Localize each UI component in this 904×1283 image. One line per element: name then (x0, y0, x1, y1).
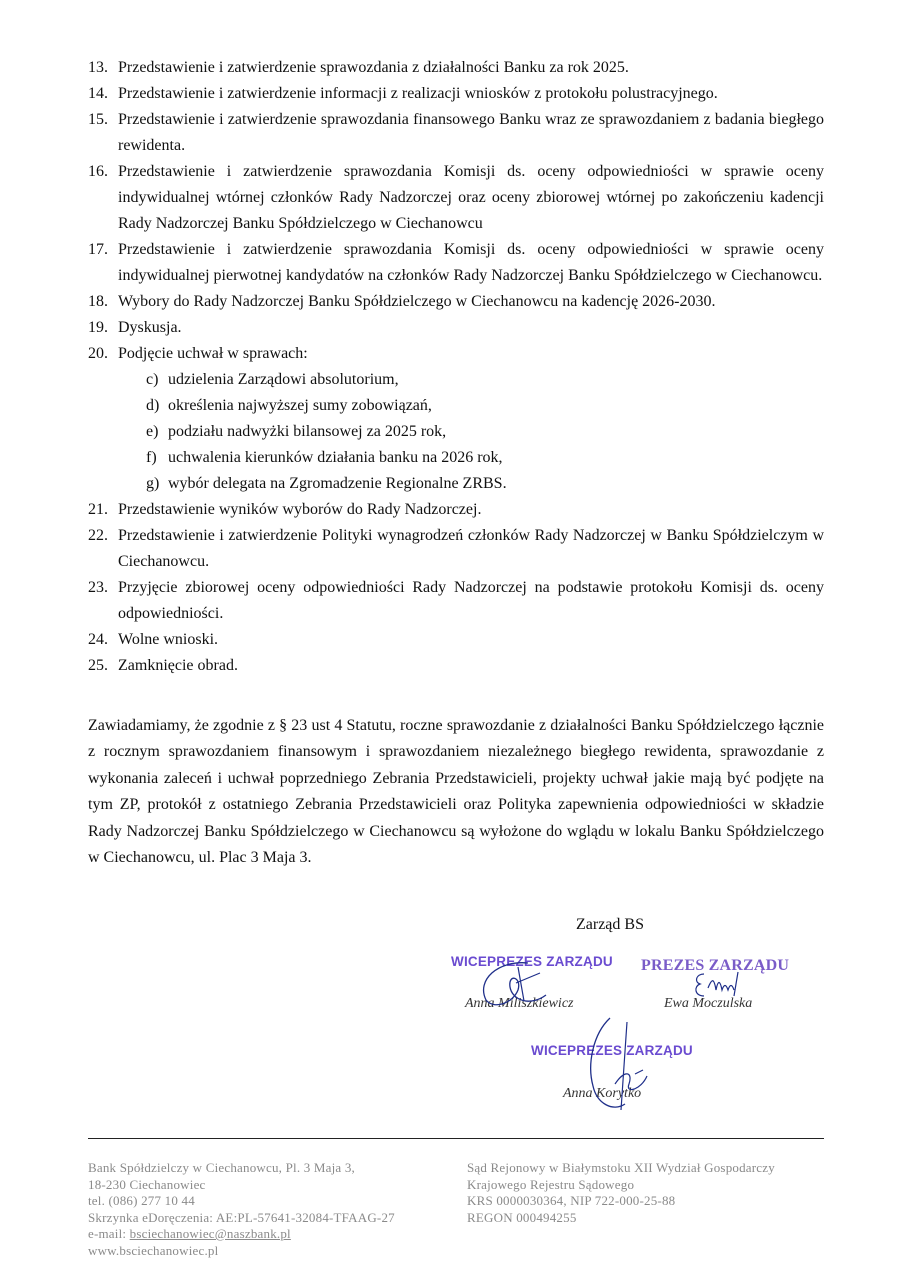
sub-item-letter: f) (146, 449, 157, 466)
item-number: 23. (88, 579, 108, 596)
item-text: Przedstawienie i zatwierdzenie Polityki wynagrodzeń członków Rady Nadzorczej w Banku Spółdzielczym w Ciechanowcu. (118, 527, 824, 570)
footer-email-line (88, 1226, 395, 1243)
item-text: Dyskusja. (118, 319, 182, 336)
item-text: Wybory do Rady Nadzorczej Banku Spółdzielczego w Ciechanowcu na kadencję 2026-2030. (118, 293, 716, 310)
footer-divider (88, 1138, 824, 1139)
item-number: 25. (88, 657, 108, 674)
agenda-list (88, 55, 824, 679)
footer-registry-info (467, 1160, 775, 1226)
footer-line: 18-230 Ciechanowiec (88, 1176, 206, 1192)
item-number: 21. (88, 501, 108, 518)
item-text: Przedstawienie i zatwierdzenie sprawozdania Komisji ds. oceny odpowiedniości w sprawie oceny indywidualnej pierwotnej kandydatów na członków Rady Nadzorczej Banku Spółdzielczego w Ciechanowcu. (118, 241, 824, 284)
footer-bank-info (88, 1160, 395, 1259)
vp2-signature-icon (585, 1014, 660, 1114)
footer-line: Skrzynka eDoręczenia: AE:PL-57641-32084-TFAAG-27 (88, 1209, 395, 1225)
vp1-signature-icon (468, 955, 558, 1010)
president-stamp-title: PREZES ZARZĄDU (641, 957, 790, 974)
email-label: e-mail: (88, 1226, 130, 1241)
sub-item-text: określenia najwyższej sumy zobowiązań, (168, 397, 432, 414)
item-text: Przyjęcie zbiorowej oceny odpowiedniości Rady Nadzorczej na podstawie protokołu Komisji ds. oceny odpowiedniości. (118, 579, 824, 622)
item-number: 17. (88, 241, 108, 258)
vp1-stamp-name: Anna Miliszkiewicz (465, 996, 574, 1011)
agenda-item (88, 315, 824, 341)
sub-item-letter: e) (146, 423, 159, 440)
board-label: Zarząd BS (576, 916, 644, 933)
vp1-stamp-title: WICEPREZES ZARZĄDU (451, 954, 613, 969)
item-number: 18. (88, 293, 108, 310)
item-number: 19. (88, 319, 108, 336)
item-number: 15. (88, 111, 108, 128)
sub-item-text: udzielenia Zarządowi absolutorium, (168, 371, 399, 388)
agenda-item (88, 55, 824, 81)
vp2-stamp-name: Anna Korytko (563, 1086, 642, 1101)
sub-item-letter: d) (146, 397, 160, 414)
item-number: 14. (88, 85, 108, 102)
agenda-item (88, 289, 824, 315)
sub-item (88, 419, 824, 445)
agenda-item (88, 237, 824, 289)
agenda-item (88, 523, 824, 575)
agenda-item (88, 627, 824, 653)
item-number: 13. (88, 59, 108, 76)
item-text: Przedstawienie i zatwierdzenie sprawozdania z działalności Banku za rok 2025. (118, 59, 629, 76)
sub-item (88, 393, 824, 419)
footer-line: Krajowego Rejestru Sądowego (467, 1176, 635, 1192)
item-number: 22. (88, 527, 108, 544)
footer-line: Bank Spółdzielczy w Ciechanowcu, Pl. 3 Maja 3, (88, 1160, 355, 1175)
sub-item (88, 367, 824, 393)
website-link[interactable]: www.bsciechanowiec.pl (88, 1242, 219, 1258)
vp2-stamp-title: WICEPREZES ZARZĄDU (531, 1043, 693, 1058)
sub-item (88, 471, 824, 497)
item-text: Zamknięcie obrad. (118, 657, 238, 674)
item-text: Przedstawienie i zatwierdzenie sprawozdania Komisji ds. oceny odpowiedniości w sprawie oceny indywidualnej wtórnej członków Rady Nadzorczej oraz oceny zbiorowej wtórnej po zakończeniu kadencji Rady Nadzorczej Banku Spółdzielczego w Ciechanowcu (118, 163, 824, 232)
sub-item-text: wybór delegata na Zgromadzenie Regionalne ZRBS. (168, 475, 507, 492)
item-text: Podjęcie uchwał w sprawach: (118, 345, 308, 362)
agenda-item (88, 81, 824, 107)
footer-line: REGON 000494255 (467, 1209, 577, 1225)
footer-line: tel. (086) 277 10 44 (88, 1193, 195, 1208)
item-number: 16. (88, 163, 108, 180)
agenda-item (88, 107, 824, 159)
sub-item-text: uchwalenia kierunków działania banku na 2026 rok, (168, 449, 503, 466)
item-text: Przedstawienie i zatwierdzenie informacji z realizacji wniosków z protokołu polustracyjnego. (118, 85, 718, 102)
item-number: 24. (88, 631, 108, 648)
president-signature-icon (690, 968, 750, 1004)
item-text: Przedstawienie wyników wyborów do Rady Nadzorczej. (118, 501, 482, 518)
sub-item-letter: c) (146, 371, 159, 388)
agenda-item (88, 575, 824, 627)
notice-paragraph: Zawiadamiamy, że zgodnie z § 23 ust 4 Statutu, roczne sprawozdanie z działalności Banku Spółdzielczego łącznie z rocznym sprawozdaniem finansowym i sprawozdaniem niezależnego biegłego rewidenta, sprawozdanie z wykonania zaleceń i uchwał poprzedniego Zebrania Przedstawicieli, projekty uchwał jakie mają być podjęte na tym ZP, protokół z ostatniego Zebrania Przedstawicieli oraz Polityka zapewnienia odpowiedniości w składzie Rady Nadzorczej Banku Spółdzielczego w Ciechanowcu są wyłożone do wglądu w lokalu Banku Spółdzielczego w Ciechanowcu, ul. Plac 3 Maja 3. (88, 717, 824, 867)
item-text: Wolne wnioski. (118, 631, 219, 648)
footer-line: Sąd Rejonowy w Białymstoku XII Wydział Gospodarczy (467, 1160, 775, 1175)
sub-item-letter: g) (146, 475, 160, 492)
sub-item (88, 445, 824, 471)
email-link[interactable]: bsciechanowiec@naszbank.pl (129, 1226, 291, 1241)
footer-line: KRS 0000030364, NIP 722-000-25-88 (467, 1193, 676, 1208)
item-number: 20. (88, 345, 108, 362)
agenda-item (88, 341, 824, 367)
agenda-item (88, 653, 824, 679)
agenda-item (88, 497, 824, 523)
item-text: Przedstawienie i zatwierdzenie sprawozdania finansowego Banku wraz ze sprawozdaniem z badania biegłego rewidenta. (118, 111, 824, 154)
agenda-item (88, 159, 824, 237)
president-stamp-name: Ewa Moczulska (664, 996, 753, 1011)
sub-item-text: podziału nadwyżki bilansowej za 2025 rok, (168, 423, 447, 440)
